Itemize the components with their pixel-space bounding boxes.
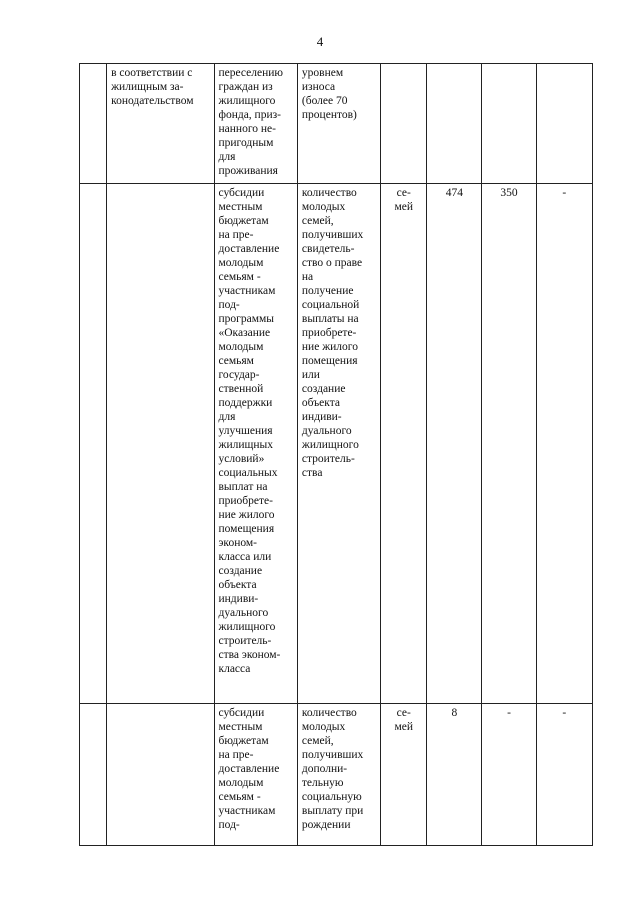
table-cell-unit	[381, 184, 427, 704]
table-cell-value-3	[536, 184, 592, 704]
cell-text: субсидии местным бюджетам на пре- доставление молодым семьям - участникам под-	[218, 707, 280, 831]
table-cell-basis	[107, 184, 214, 704]
cell-text: -	[507, 707, 511, 719]
table-cell-value-1	[427, 64, 482, 184]
table-cell-value-1	[427, 184, 482, 704]
table-cell-measure	[214, 184, 297, 704]
table-cell-index	[80, 184, 107, 704]
table-cell-basis	[107, 704, 214, 846]
table-row	[80, 704, 593, 846]
table-cell-measure	[214, 704, 297, 846]
cell-text: 474	[445, 187, 463, 199]
table-row	[80, 184, 593, 704]
cell-text: субсидии местным бюджетам на пре- доставление молодым семьям - участникам под- программы «Оказание молодым семьям государ- ственной поддержки для улучшения жилищных условий» социальных выплат на приобрете- ние жилого помещения эконом- класса или создание объекта индиви- дуального жилищного строитель- ства эконом- класса	[218, 187, 281, 675]
table-cell-unit	[381, 64, 427, 184]
table-cell-unit	[381, 704, 427, 846]
table-cell-value-2	[482, 184, 536, 704]
cell-text: количество молодых семей, получивших дополни- тельную социальную выплату при рождении	[301, 707, 364, 831]
cell-text: се- мей	[394, 707, 414, 733]
cell-text: количество молодых семей, получивших свидетель- ство о праве на получение социальной выплаты на приобрете- ние жилого помещения или создание объекта индиви- дуального жилищного строитель- ства	[301, 187, 364, 479]
table-cell-indicator	[297, 184, 380, 704]
table-cell-value-2	[482, 704, 536, 846]
table-cell-value-3	[536, 64, 592, 184]
cell-text: 350	[500, 187, 518, 199]
table-cell-index	[80, 64, 107, 184]
cell-text: -	[562, 707, 567, 719]
table-cell-index	[80, 704, 107, 846]
table-cell-value-1	[427, 704, 482, 846]
table-cell-basis	[107, 64, 214, 184]
cell-text: -	[562, 187, 567, 199]
cell-text: се- мей	[394, 187, 414, 213]
table-cell-value-3	[536, 704, 592, 846]
table-cell-measure	[214, 64, 297, 184]
cell-text: 8	[451, 707, 458, 719]
table-cell-indicator	[297, 704, 380, 846]
cell-text: переселению граждан из жилищного фонда, приз- нанного не- пригодным для проживания	[218, 67, 283, 177]
table-cell-indicator	[297, 64, 380, 184]
table-row	[80, 64, 593, 184]
table-cell-value-2	[482, 64, 536, 184]
document-table	[79, 63, 593, 846]
page-number: 4	[316, 34, 324, 49]
cell-text: уровнем износа (более 70 процентов)	[301, 67, 357, 121]
cell-text: в соответствии с жилищным за- конодательством	[111, 67, 194, 107]
